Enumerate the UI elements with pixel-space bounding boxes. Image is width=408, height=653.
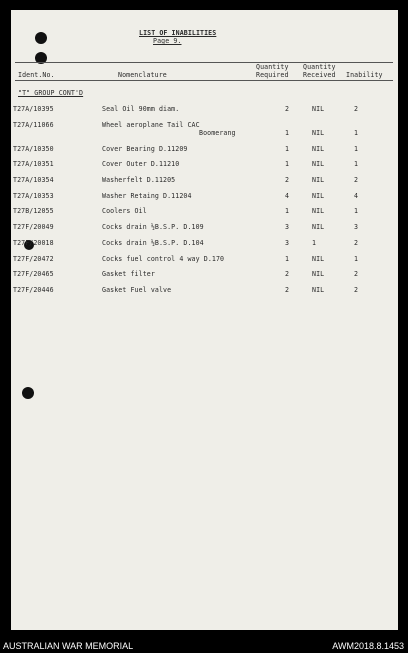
qty-received-cell: NIL [312, 192, 325, 200]
qty-required-cell: 3 [285, 223, 290, 231]
nomenclature-cell: Gasket filter [102, 270, 155, 278]
inability-cell: 2 [354, 286, 359, 294]
footer-accession-number: AWM2018.8.1453 [332, 641, 404, 651]
group-label: "T" GROUP CONT'D [18, 89, 84, 97]
ident-cell: T27F/20465 [13, 270, 54, 278]
qty-required-cell: 1 [285, 160, 290, 168]
header-rule-top [15, 62, 393, 63]
punch-hole [22, 387, 34, 399]
header-qty-received-2: Received [303, 71, 336, 79]
qty-received-cell: 1 [312, 239, 317, 247]
qty-required-cell: 4 [285, 192, 290, 200]
header-ident: Ident.No. [18, 71, 55, 79]
qty-received-cell: NIL [312, 105, 325, 113]
qty-required-cell: 2 [285, 176, 290, 184]
qty-required-cell: 2 [285, 286, 290, 294]
qty-received-cell: NIL [312, 176, 325, 184]
header-qty-required-1: Quantity [256, 63, 289, 71]
header-qty-received-1: Quantity [303, 63, 336, 71]
inability-cell: 1 [354, 145, 359, 153]
ident-cell: T27F/20472 [13, 255, 54, 263]
qty-received-cell: NIL [312, 145, 325, 153]
nomenclature-cell: Washerfelt D.11205 [102, 176, 176, 184]
document-page [11, 10, 398, 630]
header-nomenclature: Nomenclature [118, 71, 167, 79]
ident-cell: T27A/10395 [13, 105, 54, 113]
ident-cell: T27F/20018 [13, 239, 54, 247]
qty-required-cell: 3 [285, 239, 290, 247]
document-title: LIST OF INABILITIES [139, 29, 217, 37]
ident-cell: T27F/20446 [13, 286, 54, 294]
nomenclature-cell: Coolers Oil [102, 207, 147, 215]
nomenclature-cell: Cocks drain ½B.S.P. D.104 [102, 239, 204, 247]
nomenclature-cell: Seal Oil 90mm diam. [102, 105, 180, 113]
ident-cell: T27A/10354 [13, 176, 54, 184]
qty-received-cell: NIL [312, 286, 325, 294]
nomenclature-cell: Boomerang [199, 129, 236, 137]
inability-cell: 2 [354, 105, 359, 113]
nomenclature-cell: Cocks drain ½B.S.P. D.109 [102, 223, 204, 231]
qty-required-cell: 1 [285, 129, 290, 137]
qty-received-cell: NIL [312, 207, 325, 215]
nomenclature-cell: Cocks fuel control 4 way D.170 [102, 255, 225, 263]
nomenclature-cell: Cover Bearing D.11209 [102, 145, 188, 153]
ident-cell: T27A/11066 [13, 121, 54, 129]
qty-required-cell: 2 [285, 105, 290, 113]
inability-cell: 2 [354, 270, 359, 278]
inability-cell: 4 [354, 192, 359, 200]
qty-received-cell: NIL [312, 129, 325, 137]
inability-cell: 2 [354, 176, 359, 184]
qty-required-cell: 2 [285, 270, 290, 278]
inability-cell: 1 [354, 255, 359, 263]
nomenclature-cell: Gasket Fuel valve [102, 286, 172, 294]
header-inability: Inability [346, 71, 383, 79]
ident-cell: T27A/10353 [13, 192, 54, 200]
nomenclature-cell: Washer Retaing D.11204 [102, 192, 192, 200]
qty-required-cell: 1 [285, 207, 290, 215]
punch-hole [35, 32, 47, 44]
ident-cell: T27A/10351 [13, 160, 54, 168]
inability-cell: 1 [354, 207, 359, 215]
qty-received-cell: NIL [312, 255, 325, 263]
qty-received-cell: NIL [312, 223, 325, 231]
nomenclature-cell: Cover Outer D.11210 [102, 160, 180, 168]
qty-received-cell: NIL [312, 160, 325, 168]
inability-cell: 3 [354, 223, 359, 231]
ident-cell: T27B/12055 [13, 207, 54, 215]
qty-required-cell: 1 [285, 145, 290, 153]
footer-institution: AUSTRALIAN WAR MEMORIAL [3, 641, 134, 651]
inability-cell: 1 [354, 129, 359, 137]
qty-received-cell: NIL [312, 270, 325, 278]
nomenclature-cell: Wheel aeroplane Tail CAC [102, 121, 200, 129]
qty-required-cell: 1 [285, 255, 290, 263]
inability-cell: 1 [354, 160, 359, 168]
header-qty-required-2: Required [256, 71, 289, 79]
inability-cell: 2 [354, 239, 359, 247]
header-rule-bottom [15, 80, 393, 81]
page-number: Page 9. [153, 37, 182, 45]
ident-cell: T27F/20049 [13, 223, 54, 231]
ident-cell: T27A/10350 [13, 145, 54, 153]
